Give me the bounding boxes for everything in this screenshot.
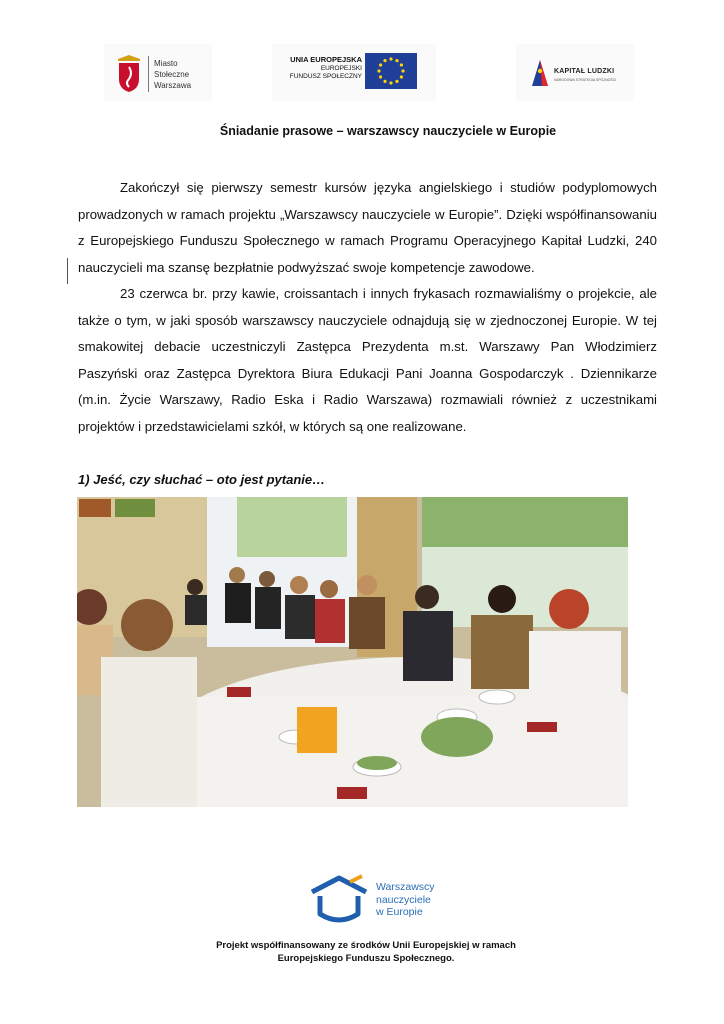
footer-note — [100, 940, 632, 965]
footer-note-line: Projekt współfinansowany ze środków Unii Europejskiej w ramach — [216, 940, 516, 951]
press-breakfast-photo — [77, 497, 628, 807]
logo-separator — [148, 56, 149, 92]
logo-miasto-warszawa — [104, 44, 212, 102]
logo-warszawscy-nauczyciele — [304, 870, 435, 928]
section-heading: 1) Jeść, czy słuchać – oto jest pytanie… — [78, 472, 326, 487]
paragraph-1-text: Zakończył się pierwszy semestr kursów języka angielskiego i studiów podyplomowych prowadzonych w ramach projektu „Warszawscy nauczyciele w Europie”. Dzięki współfinansowaniu z Europejskiego Funduszu Społecznego w ramach Programu Operacyjnego Kapitał Ludzki, 240 nauczycieli ma szansę bezpłatnie podwyższać swoje kompetencje zawodowe. — [78, 180, 657, 275]
warsaw-coat-of-arms-icon — [114, 53, 144, 93]
footer-logo-text: Warszawscy nauczyciele w Europie — [376, 881, 435, 918]
paragraph-2-text: 23 czerwca br. przy kawie, croissantach i innych frykasach rozmawialiśmy o projekcie, ale także o tym, w jaki sposób warszawscy nauczyciele odnajdują się w zjednoczonej Europie. W tej smakowitej debacie uczestniczyli Zastępca Prezydenta m.st. Warszawy Pan Włodzimierz Paszyński oraz Zastępca Dyrektora Biura Edukacji Pani Joanna Gospodarczyk . Dziennikarze (m.in. Życie Warszawy, Radio Eska i Radio Warszawa) rozmawiali również z uczestnikami projektów i przedstawicielami szkół, w których są one realizowane. — [78, 286, 657, 434]
eu-flag-icon — [365, 53, 417, 89]
kapital-ludzki-icon — [530, 58, 550, 88]
footer-note-line: Europejskiego Funduszu Społecznego. — [277, 952, 455, 964]
logo-kapital-title: KAPITAŁ LUDZKI — [554, 68, 615, 75]
logo-unia-europejska — [272, 44, 436, 102]
logo-kapital-ludzki — [516, 44, 634, 102]
logo-warszawa-text: Miasto Stołeczne Warszawa — [154, 59, 192, 90]
paragraph-2 — [78, 281, 657, 440]
change-bar — [67, 258, 68, 284]
graduation-cap-house-icon — [306, 872, 372, 928]
document-title: Śniadanie prasowe – warszawscy nauczyciele w Europie — [219, 124, 557, 138]
logo-kapital-subtitle: NARODOWA STRATEGIA SPÓJNOŚCI — [554, 78, 617, 82]
logo-ue-text: UNIA EUROPEJSKA EUROPEJSKI FUNDUSZ SPOŁECZNY — [289, 55, 362, 80]
paragraph-1 — [78, 175, 657, 281]
